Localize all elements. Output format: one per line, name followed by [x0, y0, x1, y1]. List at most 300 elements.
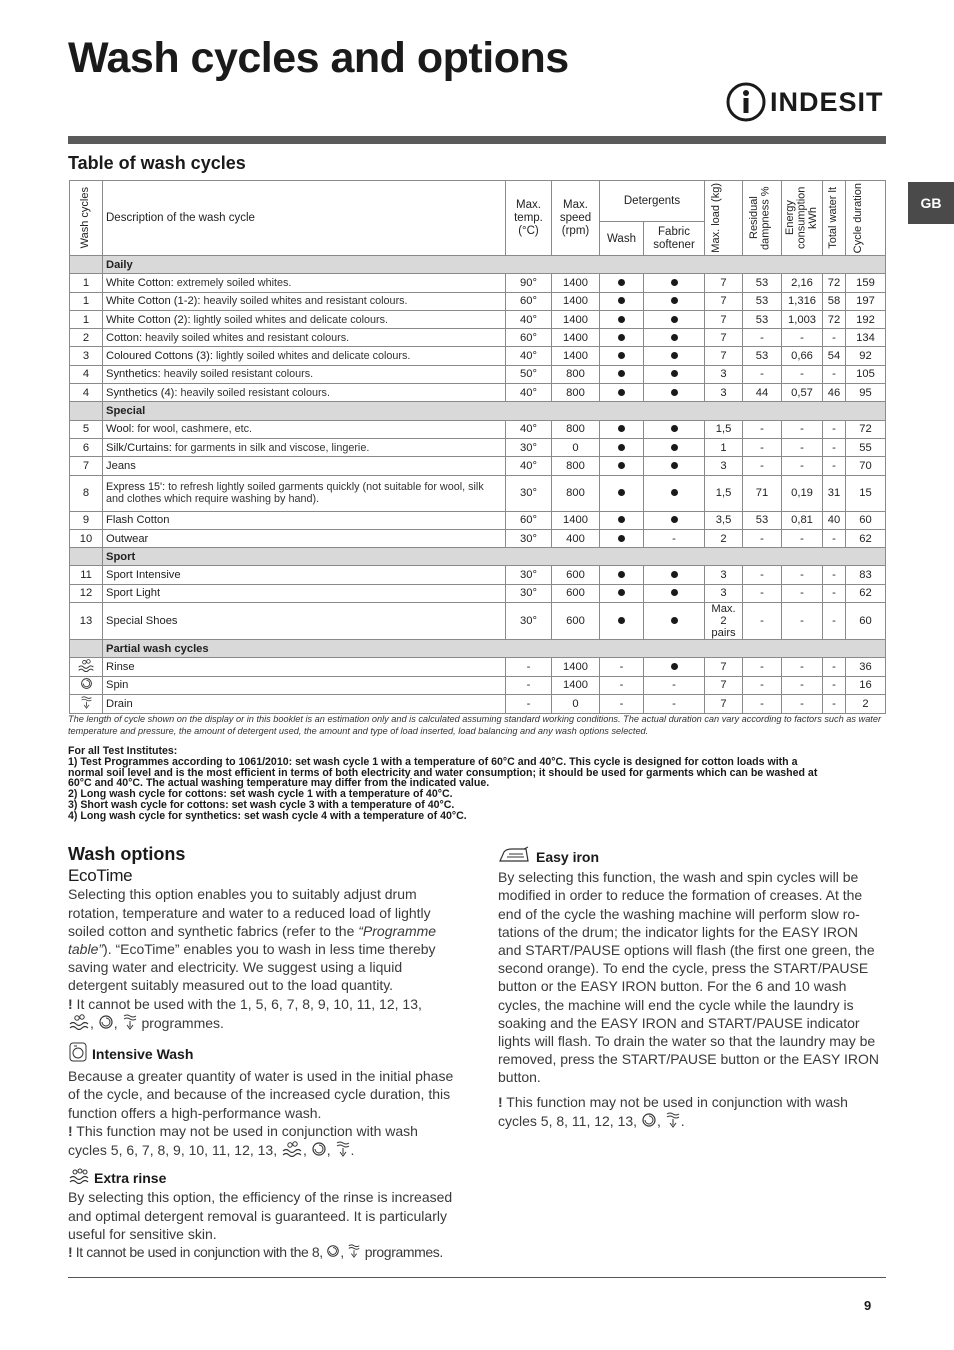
test-line: 4) Long wash cycle for synthetics: set wash cycle 4 with a temperature of 40°C. — [68, 809, 467, 822]
cycle-name: Spin — [103, 676, 506, 694]
cycle-number: 11 — [70, 566, 103, 584]
table-cell — [644, 658, 705, 676]
table-row — [70, 310, 886, 328]
cycle-description: Synthetics (4): heavily soiled resistant colours. — [103, 384, 506, 402]
bullet-icon — [671, 389, 678, 396]
cycle-number: 1 — [70, 274, 103, 292]
cycle-number: 1 — [70, 310, 103, 328]
table-row — [70, 329, 886, 347]
test-line: For all Test Institutes: — [68, 745, 178, 757]
bullet-icon — [671, 279, 678, 286]
cycle-number: 8 — [70, 475, 103, 511]
cycle-description: Coloured Cottons (3): lightly soiled whites and delicate colours. — [103, 347, 506, 365]
table-cell: 72 — [823, 274, 846, 292]
table-cell: - — [743, 438, 782, 456]
brand-logo — [726, 82, 884, 122]
group-row — [70, 548, 886, 566]
table-cell: 71 — [743, 475, 782, 511]
table-cell: - — [782, 676, 823, 694]
table-cell: - — [782, 603, 823, 640]
cycle-description: White Cotton (2): lightly soiled whites and delicate colours. — [103, 310, 506, 328]
cycle-number: 9 — [70, 511, 103, 529]
table-cell: - — [782, 329, 823, 347]
bullet-icon — [618, 389, 625, 396]
drain-icon — [335, 1140, 351, 1162]
spin-icon — [311, 1141, 327, 1161]
table-cell: 60° — [506, 511, 552, 529]
header-max-load: Max. load (kg) — [705, 181, 743, 256]
bullet-icon — [618, 462, 625, 469]
cycle-description: Outwear — [103, 529, 506, 547]
table-cell: 2,16 — [782, 274, 823, 292]
table-cell — [644, 347, 705, 365]
bullet-icon — [671, 425, 678, 432]
table-cell: - — [823, 329, 846, 347]
table-cell: 800 — [552, 420, 600, 438]
cycle-description: Jeans — [103, 457, 506, 475]
table-cell: - — [823, 365, 846, 383]
table-cell: 40° — [506, 457, 552, 475]
drain-icon — [122, 1013, 138, 1035]
cycle-number: 10 — [70, 529, 103, 547]
drain-icon — [80, 701, 93, 713]
table-cell: - — [823, 566, 846, 584]
bullet-icon — [671, 571, 678, 578]
cycle-description: Wool: for wool, cashmere, etc. — [103, 420, 506, 438]
table-cell: - — [823, 420, 846, 438]
table-cell: 0,66 — [782, 347, 823, 365]
bullet-icon — [618, 297, 625, 304]
table-cell: 40° — [506, 420, 552, 438]
table-cell: - — [782, 566, 823, 584]
table-cell: 1 — [705, 438, 743, 456]
table-cell — [600, 584, 644, 602]
extra-rinse-title: Extra rinse — [68, 1168, 454, 1188]
table-row — [70, 457, 886, 475]
table-cell: 600 — [552, 603, 600, 640]
table-cell: 7 — [705, 292, 743, 310]
table-cell: 60° — [506, 329, 552, 347]
group-label: Daily — [103, 256, 886, 274]
test-line: 3) Short wash cycle for cottons: set wash cycle 3 with a temperature of 40°C. — [68, 798, 455, 811]
extra-rinse-text: By selecting this option, the efficiency of the rinse is increased and optimal detergent removal is guaranteed. It is particularly useful for sensitive skin. — [68, 1189, 453, 1242]
table-cell: - — [506, 676, 552, 694]
table-cell — [644, 420, 705, 438]
easy-iron-icon — [498, 846, 532, 868]
rinse-icon — [68, 1014, 90, 1034]
table-cell: 7 — [705, 274, 743, 292]
table-cell: 0,81 — [782, 511, 823, 529]
cycle-description: White Cotton: extremely soiled whites. — [103, 274, 506, 292]
table-cell — [644, 292, 705, 310]
table-cell: - — [823, 676, 846, 694]
spin-icon — [80, 681, 93, 693]
bullet-icon — [618, 352, 625, 359]
rinse-icon — [77, 663, 95, 675]
table-cell: 36 — [846, 658, 886, 676]
table-cell: 58 — [823, 292, 846, 310]
table-cell — [644, 438, 705, 456]
table-cell: 0 — [552, 438, 600, 456]
bullet-icon — [671, 489, 678, 496]
table-cell: 1,316 — [782, 292, 823, 310]
table-cell: 53 — [743, 274, 782, 292]
table-row — [70, 292, 886, 310]
header-description: Description of the wash cycle — [103, 181, 506, 256]
table-row — [70, 511, 886, 529]
cycle-description: Flash Cotton — [103, 511, 506, 529]
table-cell: - — [743, 603, 782, 640]
intensive-wash-title: Intensive Wash — [68, 1041, 454, 1067]
table-cell — [70, 658, 103, 676]
table-cell: 70 — [846, 457, 886, 475]
table-cell: 90° — [506, 274, 552, 292]
table-row — [70, 384, 886, 402]
bullet-icon — [618, 444, 625, 451]
table-cell: 95 — [846, 384, 886, 402]
group-row — [70, 640, 886, 658]
table-cell: 134 — [846, 329, 886, 347]
cycle-number: 4 — [70, 365, 103, 383]
bullet-icon — [671, 444, 678, 451]
table-cell: - — [823, 529, 846, 547]
table-cell — [600, 566, 644, 584]
table-cell — [70, 676, 103, 694]
table-row — [70, 603, 886, 640]
table-cell: 400 — [552, 529, 600, 547]
bullet-icon — [671, 516, 678, 523]
bullet-icon — [671, 334, 678, 341]
header-wash-cycles: Wash cycles — [70, 181, 103, 256]
table-cell: 60 — [846, 511, 886, 529]
table-cell: - — [644, 529, 705, 547]
table-cell: 7 — [705, 310, 743, 328]
test-line: 60°C and 40°C. The actual washing temperature may differ from the indicated value. — [68, 777, 490, 790]
bullet-icon — [618, 425, 625, 432]
table-cell: - — [782, 365, 823, 383]
table-section-title: Table of wash cycles — [68, 153, 246, 173]
spin-icon — [326, 1244, 340, 1262]
rinse-icon — [281, 1141, 303, 1161]
extra-rinse-icon — [68, 1168, 90, 1188]
table-cell — [644, 384, 705, 402]
table-row — [70, 676, 886, 694]
table-cell: - — [743, 365, 782, 383]
table-cell: 7 — [705, 329, 743, 347]
language-tab: GB — [908, 182, 954, 224]
ecotime-warning: ! It cannot be used with the 1, 5, 6, 7, 8, 9, 10, 11, 12, 13, , , programmes. — [68, 995, 454, 1035]
page-title: Wash cycles and options — [68, 34, 569, 82]
table-cell: 40 — [823, 511, 846, 529]
table-cell — [644, 584, 705, 602]
bullet-icon — [671, 462, 678, 469]
cycle-description: Cotton: heavily soiled whites and resistant colours. — [103, 329, 506, 347]
page-number: 9 — [864, 1298, 872, 1313]
table-cell: 1400 — [552, 292, 600, 310]
table-cell: - — [600, 658, 644, 676]
cycle-name: Rinse — [103, 658, 506, 676]
table-cell: 3 — [705, 584, 743, 602]
table-cell: - — [823, 438, 846, 456]
table-cell: 53 — [743, 511, 782, 529]
intensive-wash-warning: ! This function may not be used in conjunction with wash cycles 5, 6, 7, 8, 9, 10, 11, 12, 13, , , . — [68, 1122, 454, 1162]
bullet-icon — [618, 617, 625, 624]
cycle-description: Synthetics: heavily soiled resistant colours. — [103, 365, 506, 383]
table-cell: 7 — [705, 694, 743, 713]
table-row — [70, 274, 886, 292]
table-cell: 92 — [846, 347, 886, 365]
options-title: Wash options — [68, 844, 186, 864]
table-cell: 192 — [846, 310, 886, 328]
table-cell — [644, 475, 705, 511]
ecotime-label: EcoTime — [68, 866, 133, 886]
table-cell: 1,5 — [705, 420, 743, 438]
bullet-icon — [618, 334, 625, 341]
table-cell — [644, 365, 705, 383]
table-cell: - — [506, 658, 552, 676]
table-cell — [600, 310, 644, 328]
table-cell: 800 — [552, 384, 600, 402]
table-cell: - — [782, 584, 823, 602]
bullet-icon — [618, 516, 625, 523]
table-cell — [600, 274, 644, 292]
options-right-column — [498, 846, 885, 1133]
table-cell: 3 — [705, 365, 743, 383]
table-cell: 46 — [823, 384, 846, 402]
cycle-description: Sport Intensive — [103, 566, 506, 584]
spin-icon — [98, 1014, 114, 1034]
table-cell: 1,003 — [782, 310, 823, 328]
table-cell: 0,19 — [782, 475, 823, 511]
table-cell: - — [743, 694, 782, 713]
bullet-icon — [671, 589, 678, 596]
header-wash: Wash — [600, 222, 644, 256]
table-cell: 105 — [846, 365, 886, 383]
cycle-number: 13 — [70, 603, 103, 640]
table-row — [70, 438, 886, 456]
bullet-icon — [618, 489, 625, 496]
drain-icon — [347, 1243, 361, 1263]
cycle-number: 7 — [70, 457, 103, 475]
bullet-icon — [671, 663, 678, 670]
table-cell: - — [782, 694, 823, 713]
footer-rule — [68, 1277, 886, 1278]
table-cell: 53 — [743, 347, 782, 365]
cycle-number: 3 — [70, 347, 103, 365]
table-cell: - — [782, 658, 823, 676]
group-label: Sport — [103, 548, 886, 566]
table-cell: 40° — [506, 310, 552, 328]
table-cell: 600 — [552, 584, 600, 602]
table-cell: 44 — [743, 384, 782, 402]
cycle-description: Sport Light — [103, 584, 506, 602]
group-row — [70, 256, 886, 274]
header-fabric-softener: Fabric softener — [644, 222, 705, 256]
bullet-icon — [671, 352, 678, 359]
table-cell: 800 — [552, 365, 600, 383]
table-cell: 0 — [552, 694, 600, 713]
table-cell — [644, 566, 705, 584]
cycle-name: Drain — [103, 694, 506, 713]
group-label: Special — [103, 402, 886, 420]
table-cell — [600, 603, 644, 640]
table-cell: 16 — [846, 676, 886, 694]
table-cell: 40° — [506, 384, 552, 402]
table-cell: - — [644, 694, 705, 713]
brand-name: INDESIT — [770, 86, 884, 117]
test-institutes — [68, 746, 884, 822]
table-cell: 1400 — [552, 310, 600, 328]
cycle-number: 6 — [70, 438, 103, 456]
drain-icon — [665, 1111, 681, 1133]
test-line: normal soil level and is the most efficient in terms of both electricity and water consumption; it should be used for garments which can be washed at — [68, 766, 818, 779]
bullet-icon — [618, 589, 625, 596]
table-cell: 7 — [705, 658, 743, 676]
table-cell: 7 — [705, 676, 743, 694]
table-cell: 1400 — [552, 676, 600, 694]
table-cell: 1400 — [552, 329, 600, 347]
table-cell — [600, 420, 644, 438]
table-cell — [644, 274, 705, 292]
table-cell: - — [782, 457, 823, 475]
bullet-icon — [671, 617, 678, 624]
table-cell: - — [743, 676, 782, 694]
table-cell: - — [823, 658, 846, 676]
cycle-number: 5 — [70, 420, 103, 438]
table-cell: 30° — [506, 603, 552, 640]
bullet-icon — [618, 535, 625, 542]
cycle-number: 2 — [70, 329, 103, 347]
group-label: Partial wash cycles — [103, 640, 886, 658]
table-cell — [644, 457, 705, 475]
cycle-number: 4 — [70, 384, 103, 402]
table-cell: 3,5 — [705, 511, 743, 529]
table-cell: - — [782, 529, 823, 547]
header-total-water: Total water lt — [823, 181, 846, 256]
table-cell: 53 — [743, 310, 782, 328]
table-cell: - — [782, 420, 823, 438]
table-cell: - — [600, 676, 644, 694]
bullet-icon — [671, 297, 678, 304]
table-cell: 197 — [846, 292, 886, 310]
table-cell: - — [823, 457, 846, 475]
table-cell: 1400 — [552, 658, 600, 676]
table-cell: 2 — [705, 529, 743, 547]
header-energy: Energy consumption kWh — [782, 181, 823, 256]
table-cell: 53 — [743, 292, 782, 310]
table-cell: 55 — [846, 438, 886, 456]
bullet-icon — [618, 316, 625, 323]
table-cell: 30° — [506, 566, 552, 584]
easy-iron-warning: ! This function may not be used in conjunction with wash cycles 5, 8, 11, 12, 13, , . — [498, 1093, 885, 1133]
table-cell: 60 — [846, 603, 886, 640]
table-cell — [600, 529, 644, 547]
header-rule — [68, 136, 886, 144]
table-cell — [600, 475, 644, 511]
test-line: 1) Test Programmes according to 1061/2010: set wash cycle 1 with a temperature of 60°C and 40°C. This cycle is designed for cotton loads with a — [68, 755, 798, 768]
table-row — [70, 566, 886, 584]
table-cell: 62 — [846, 529, 886, 547]
table-cell: 30° — [506, 438, 552, 456]
cycle-description: White Cotton (1-2): heavily soiled whites and resistant colours. — [103, 292, 506, 310]
table-cell: - — [823, 694, 846, 713]
table-cell: - — [743, 584, 782, 602]
table-cell: 7 — [705, 347, 743, 365]
duration-note: The length of cycle shown on the display or in this booklet is an estimation only and is calculated assuming standard working conditions. The actual duration can vary according to factors such as water temperature and pressure, the amount of detergent used, the amount and type of load inserted, load balancing and any wash options selected. — [68, 714, 882, 736]
bullet-icon — [671, 316, 678, 323]
table-cell: - — [743, 420, 782, 438]
table-cell: - — [743, 566, 782, 584]
spin-icon — [641, 1112, 657, 1132]
table-cell — [600, 292, 644, 310]
intensive-wash-icon — [68, 1041, 88, 1067]
table-cell: 31 — [823, 475, 846, 511]
table-cell: 83 — [846, 566, 886, 584]
table-cell: 62 — [846, 584, 886, 602]
table-cell: 3 — [705, 384, 743, 402]
table-cell — [600, 365, 644, 383]
options-left-column — [68, 845, 454, 1263]
table-cell: - — [743, 329, 782, 347]
table-cell: 1,5 — [705, 475, 743, 511]
bullet-icon — [618, 279, 625, 286]
table-cell — [70, 694, 103, 713]
table-cell: 0,57 — [782, 384, 823, 402]
table-row — [70, 347, 886, 365]
table-row — [70, 475, 886, 511]
bullet-icon — [618, 571, 625, 578]
table-cell — [644, 603, 705, 640]
easy-iron-text: By selecting this function, the wash and spin cycles will be modified in order to reduce the formation of creases. At the end of the cycle the washing machine will perform slow ro-tations of the drum; the indicator lights for the EASY IRON and START/PAUSE options will flash (the first one green, the second orange). To end the cycle, press the START/PAUSE button or the EASY IRON button. For the 6 and 10 wash cycles, the machine will end the cycle while the laundry is soaking and the EASY IRON and START/PAUSE indicator lights will flash. To drain the water so that the laundry may be removed, press the START/PAUSE button or the EASY IRON button. — [498, 869, 880, 1086]
table-cell: 3 — [705, 566, 743, 584]
table-cell — [600, 511, 644, 529]
table-cell: Max. 2 pairs — [705, 603, 743, 640]
table-cell — [644, 310, 705, 328]
ecotime-text: Selecting this option enables you to suitably adjust drum rotation, temperature and water to a reduced load of lightly soiled cotton and synthetic fabrics (refer to the “Programme table”). “EcoTime” enables you to wash in less time thereby saving water and electricity. We suggest using a liquid detergent suitably measured out to the load quantity. — [68, 886, 437, 994]
bullet-icon — [671, 370, 678, 377]
table-cell: 1400 — [552, 274, 600, 292]
table-cell: 800 — [552, 457, 600, 475]
header-cycle-duration: Cycle duration — [846, 181, 886, 256]
indesit-logo-icon — [726, 82, 766, 122]
table-cell: - — [782, 438, 823, 456]
table-row — [70, 658, 886, 676]
table-cell: - — [743, 529, 782, 547]
table-row — [70, 529, 886, 547]
table-cell: 30° — [506, 584, 552, 602]
header-residual-dampness: Residual dampness % — [743, 181, 782, 256]
table-cell — [644, 329, 705, 347]
header-detergents: Detergents — [600, 181, 705, 222]
table-cell: 50° — [506, 365, 552, 383]
table-cell — [600, 457, 644, 475]
cycle-description: Express 15': to refresh lightly soiled garments quickly (not suitable for wool, silk and clothes which require washing by hand). — [103, 475, 506, 511]
table-cell: 30° — [506, 529, 552, 547]
table-cell — [600, 438, 644, 456]
group-row — [70, 402, 886, 420]
cycle-description: Special Shoes — [103, 603, 506, 640]
table-row — [70, 584, 886, 602]
extra-rinse-warning: ! It cannot be used in conjunction with the 8, , programmes. — [68, 1243, 454, 1263]
table-cell: - — [823, 603, 846, 640]
table-cell: 1400 — [552, 511, 600, 529]
table-cell: 72 — [823, 310, 846, 328]
table-cell: 3 — [705, 457, 743, 475]
table-cell: 2 — [846, 694, 886, 713]
cycle-description: Silk/Curtains: for garments in silk and viscose, lingerie. — [103, 438, 506, 456]
wash-cycles-table — [69, 180, 886, 714]
table-cell: 30° — [506, 475, 552, 511]
